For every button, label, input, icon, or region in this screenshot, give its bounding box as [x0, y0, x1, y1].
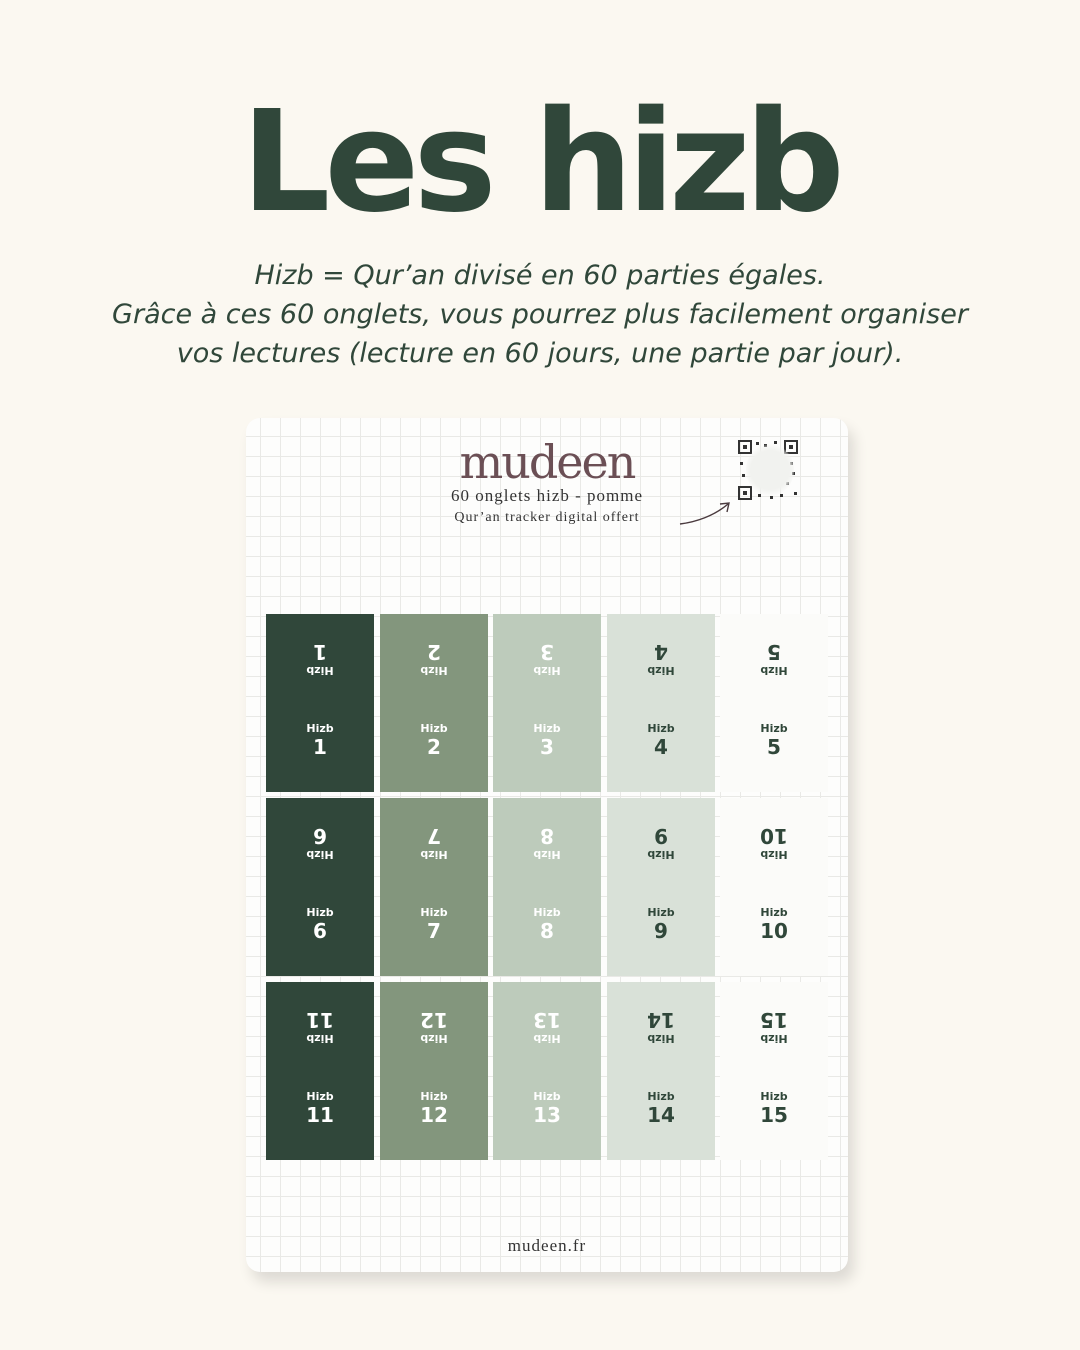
hizb-tab	[720, 614, 828, 792]
sheet-footer-url: mudeen.fr	[507, 1236, 587, 1255]
hizb-label: Hizb	[760, 906, 788, 919]
hizb-number: 2	[427, 640, 441, 664]
hizb-tab-mirrored	[266, 640, 374, 677]
hizb-number: 12	[420, 1103, 448, 1127]
hizb-tab	[493, 798, 601, 976]
hizb-tab-mirrored	[607, 640, 715, 677]
hizb-tab	[380, 982, 488, 1160]
hizb-label: Hizb	[306, 664, 334, 677]
hizb-label: Hizb	[760, 722, 788, 735]
hizb-tab	[380, 614, 488, 792]
hizb-tab-mirrored	[720, 640, 828, 677]
hizb-number: 15	[760, 1103, 788, 1127]
hizb-tab-mirrored	[720, 824, 828, 861]
hizb-number: 1	[313, 640, 327, 664]
hizb-label: Hizb	[420, 664, 448, 677]
hizb-tab-front	[607, 722, 715, 759]
hizb-tab-mirrored	[266, 824, 374, 861]
subtitle-line: Grâce à ces 60 onglets, vous pourrez plus facilement organiser	[112, 299, 968, 330]
hizb-tab	[266, 798, 374, 976]
hizb-label: Hizb	[647, 906, 675, 919]
hizb-number: 6	[313, 824, 327, 848]
qr-blur-overlay	[746, 444, 794, 496]
hizb-label: Hizb	[760, 848, 788, 861]
hizb-tab-front	[266, 1090, 374, 1127]
hizb-tab-mirrored	[493, 824, 601, 861]
hizb-tab	[607, 982, 715, 1160]
subtitle-line: vos lectures (lecture en 60 jours, une partie par jour).	[176, 338, 904, 369]
hizb-tab-mirrored	[607, 1008, 715, 1045]
hizb-number: 8	[540, 824, 554, 848]
hizb-number: 6	[313, 919, 327, 943]
hizb-tab-front	[493, 906, 601, 943]
sheet-tagline-offer: Qur’an tracker digital offert	[454, 510, 640, 525]
hizb-number: 15	[760, 1008, 788, 1032]
hizb-tab-mirrored	[607, 824, 715, 861]
hizb-number: 11	[306, 1008, 334, 1032]
hizb-tab-front	[607, 906, 715, 943]
hizb-tab-mirrored	[266, 1008, 374, 1045]
hizb-number: 4	[654, 735, 668, 759]
hizb-tab	[380, 798, 488, 976]
hizb-number: 10	[760, 824, 788, 848]
subtitle-line: Hizb = Qur’an divisé en 60 parties égales.	[254, 260, 826, 291]
hizb-label: Hizb	[533, 722, 561, 735]
hizb-tab	[493, 982, 601, 1160]
hizb-number: 13	[533, 1008, 561, 1032]
hizb-tab-front	[266, 906, 374, 943]
hizb-label: Hizb	[306, 1032, 334, 1045]
hizb-label: Hizb	[420, 906, 448, 919]
hizb-tab-mirrored	[380, 1008, 488, 1045]
hizb-number: 9	[654, 824, 668, 848]
hizb-tab	[493, 614, 601, 792]
hizb-label: Hizb	[760, 664, 788, 677]
hizb-label: Hizb	[306, 848, 334, 861]
hizb-tab	[266, 982, 374, 1160]
hizb-tab-front	[266, 722, 374, 759]
hizb-label: Hizb	[647, 722, 675, 735]
hizb-label: Hizb	[760, 1032, 788, 1045]
hizb-label: Hizb	[420, 1032, 448, 1045]
hizb-number: 7	[427, 824, 441, 848]
hizb-tab-mirrored	[380, 640, 488, 677]
hizb-tab-mirrored	[380, 824, 488, 861]
hizb-tab	[720, 982, 828, 1160]
hizb-label: Hizb	[533, 1032, 561, 1045]
sticker-sheet	[246, 418, 848, 1272]
hizb-label: Hizb	[306, 722, 334, 735]
hizb-tab	[266, 614, 374, 792]
hizb-tab-front	[607, 1090, 715, 1127]
hizb-tab	[720, 798, 828, 976]
hizb-label: Hizb	[306, 906, 334, 919]
hizb-number: 5	[767, 640, 781, 664]
hizb-tab-mirrored	[720, 1008, 828, 1045]
hizb-number: 9	[654, 919, 668, 943]
hizb-tab	[607, 614, 715, 792]
hizb-number: 2	[427, 735, 441, 759]
hizb-label: Hizb	[647, 664, 675, 677]
hizb-number: 1	[313, 735, 327, 759]
hizb-number: 3	[540, 640, 554, 664]
curved-arrow-icon	[676, 496, 736, 528]
hizb-label: Hizb	[533, 1090, 561, 1103]
hizb-label: Hizb	[533, 906, 561, 919]
hizb-label: Hizb	[647, 1090, 675, 1103]
hizb-label: Hizb	[420, 722, 448, 735]
hizb-tab-mirrored	[493, 640, 601, 677]
hizb-label: Hizb	[533, 664, 561, 677]
page-subtitle	[60, 256, 1020, 373]
hizb-number: 11	[306, 1103, 334, 1127]
hizb-tab	[607, 798, 715, 976]
hizb-number: 4	[654, 640, 668, 664]
page-title: Les hizb	[241, 81, 839, 244]
hizb-number: 8	[540, 919, 554, 943]
hizb-tab-front	[720, 1090, 828, 1127]
brand-logo: mudeen	[459, 435, 635, 489]
hizb-number: 12	[420, 1008, 448, 1032]
sheet-tagline: 60 onglets hizb - pomme	[450, 486, 644, 505]
hizb-number: 5	[767, 735, 781, 759]
hizb-label: Hizb	[420, 1090, 448, 1103]
hizb-tab-front	[720, 906, 828, 943]
hizb-label: Hizb	[647, 1032, 675, 1045]
hizb-label: Hizb	[306, 1090, 334, 1103]
hizb-tab-front	[493, 1090, 601, 1127]
hizb-tab-front	[720, 722, 828, 759]
hizb-label: Hizb	[533, 848, 561, 861]
hizb-label: Hizb	[760, 1090, 788, 1103]
hizb-tab-mirrored	[493, 1008, 601, 1045]
hizb-tab-front	[380, 906, 488, 943]
hizb-number: 14	[647, 1008, 675, 1032]
hizb-number: 3	[540, 735, 554, 759]
hizb-number: 13	[533, 1103, 561, 1127]
hizb-number: 14	[647, 1103, 675, 1127]
hizb-number: 10	[760, 919, 788, 943]
hizb-tab-front	[493, 722, 601, 759]
hizb-tab-front	[380, 1090, 488, 1127]
hizb-label: Hizb	[420, 848, 448, 861]
hizb-tab-front	[380, 722, 488, 759]
hizb-number: 7	[427, 919, 441, 943]
hizb-label: Hizb	[647, 848, 675, 861]
